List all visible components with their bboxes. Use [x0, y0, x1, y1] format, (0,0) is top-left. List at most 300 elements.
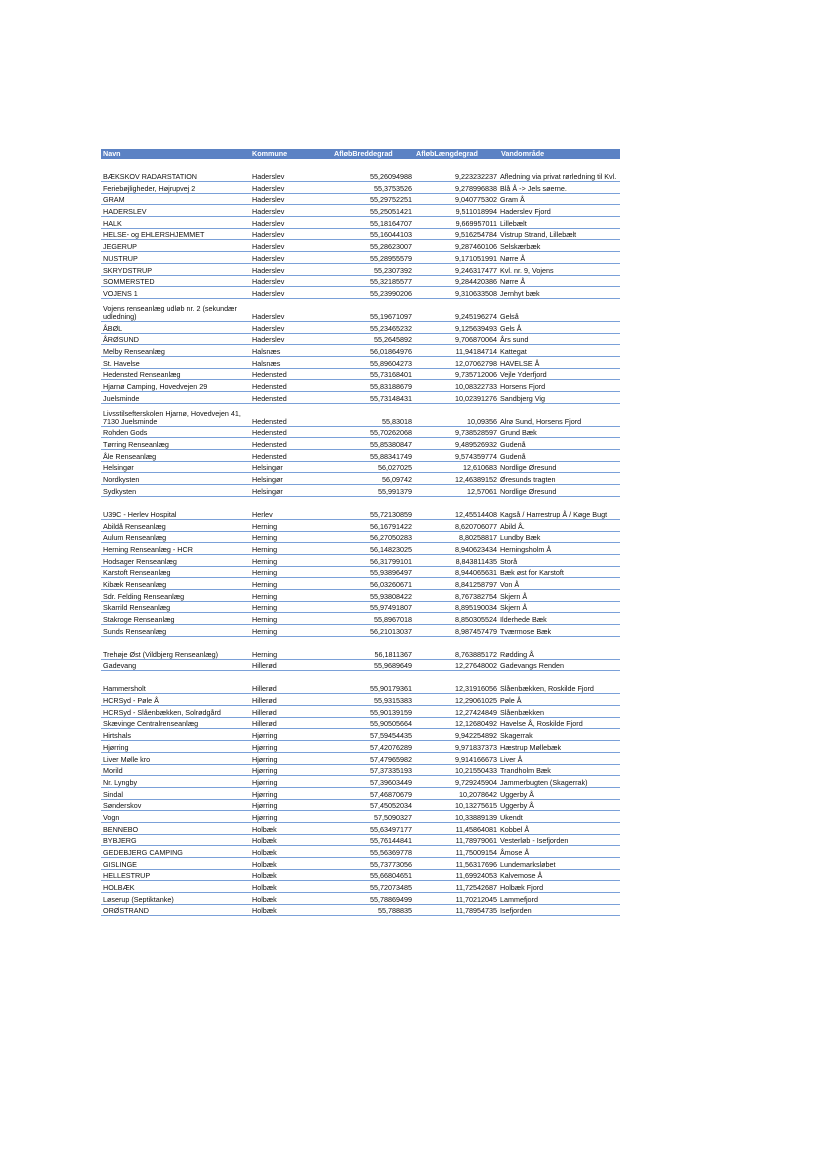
- table-row: [101, 601, 620, 613]
- cell-navn: SOMMERSTED: [101, 275, 250, 287]
- cell-laengdegrad: 8,620706077: [414, 519, 499, 531]
- cell-kommune: Haderslev: [250, 321, 332, 333]
- cell-breddegrad: 55,83018: [332, 403, 414, 426]
- cell-navn: Vogn: [101, 811, 250, 823]
- cell-kommune: Haderslev: [250, 182, 332, 194]
- cell-kommune: Hillerød: [250, 717, 332, 729]
- cell-vandomraade: Gram Å: [499, 193, 620, 205]
- cell-breddegrad: 55,8967018: [332, 613, 414, 625]
- cell-breddegrad: 56,01864976: [332, 345, 414, 357]
- cell-vandomraade: Slåenbækken: [499, 706, 620, 718]
- cell-kommune: Hillerød: [250, 694, 332, 706]
- cell-laengdegrad: 9,125639493: [414, 321, 499, 333]
- cell-breddegrad: 56,09742: [332, 473, 414, 485]
- cell-navn: Sunds Renseanlæg: [101, 625, 250, 637]
- cell-navn: Sdr. Felding Renseanlæg: [101, 589, 250, 601]
- table-row: [101, 392, 620, 404]
- cell-laengdegrad: 9,738528597: [414, 426, 499, 438]
- cell-breddegrad: 55,93808422: [332, 589, 414, 601]
- cell-breddegrad: 55,90139159: [332, 706, 414, 718]
- cell-laengdegrad: 12,27424849: [414, 706, 499, 718]
- table-row: [101, 764, 620, 776]
- cell-laengdegrad: 11,72542687: [414, 881, 499, 893]
- cell-navn: GEDEBJERG CAMPING: [101, 846, 250, 858]
- cell-vandomraade: Slåenbækken, Roskilde Fjord: [499, 671, 620, 694]
- cell-breddegrad: 55,3753526: [332, 182, 414, 194]
- cell-kommune: Haderslev: [250, 193, 332, 205]
- cell-laengdegrad: 11,69924053: [414, 869, 499, 881]
- cell-vandomraade: Kobbel Å: [499, 822, 620, 834]
- cell-vandomraade: Havelse Å, Roskilde Fjord: [499, 717, 620, 729]
- table-row: [101, 543, 620, 555]
- cell-breddegrad: 55,29752251: [332, 193, 414, 205]
- table-row: [101, 496, 620, 519]
- cell-vandomraade: Jernhyt bæk: [499, 287, 620, 299]
- cell-laengdegrad: 12,07062798: [414, 356, 499, 368]
- cell-breddegrad: 55,97491807: [332, 601, 414, 613]
- cell-navn: HADERSLEV: [101, 205, 250, 217]
- cell-navn: SKRYDSTRUP: [101, 263, 250, 275]
- cell-kommune: Haderslev: [250, 159, 332, 182]
- cell-kommune: Herning: [250, 543, 332, 555]
- table-header-row: [101, 149, 620, 159]
- cell-kommune: Holbæk: [250, 904, 332, 916]
- table-row: [101, 450, 620, 462]
- table-row: [101, 205, 620, 217]
- cell-vandomraade: Isefjorden: [499, 904, 620, 916]
- cell-laengdegrad: 11,70212045: [414, 893, 499, 905]
- cell-vandomraade: Åmose Å: [499, 846, 620, 858]
- cell-breddegrad: 55,9689649: [332, 659, 414, 671]
- cell-breddegrad: 57,5090327: [332, 811, 414, 823]
- cell-laengdegrad: 9,669957011: [414, 217, 499, 229]
- cell-navn: VOJENS 1: [101, 287, 250, 299]
- cell-laengdegrad: 10,09356: [414, 403, 499, 426]
- cell-kommune: Hillerød: [250, 659, 332, 671]
- cell-vandomraade: Nordlige Øresund: [499, 485, 620, 497]
- cell-kommune: Hillerød: [250, 671, 332, 694]
- cell-vandomraade: Lillebælt: [499, 217, 620, 229]
- cell-breddegrad: 55,2645892: [332, 333, 414, 345]
- table-row: [101, 345, 620, 357]
- cell-laengdegrad: 12,29061025: [414, 694, 499, 706]
- cell-kommune: Herning: [250, 519, 332, 531]
- table-row: [101, 426, 620, 438]
- table-row: [101, 240, 620, 252]
- cell-laengdegrad: 10,02391276: [414, 392, 499, 404]
- cell-vandomraade: Pøle Å: [499, 694, 620, 706]
- cell-laengdegrad: 9,729245904: [414, 776, 499, 788]
- cell-laengdegrad: 9,171051991: [414, 252, 499, 264]
- table-row: [101, 846, 620, 858]
- cell-kommune: Hjørring: [250, 729, 332, 741]
- cell-breddegrad: 55,72130859: [332, 496, 414, 519]
- cell-navn: Åle Renseanlæg: [101, 450, 250, 462]
- cell-breddegrad: 57,47965982: [332, 752, 414, 764]
- cell-kommune: Holbæk: [250, 834, 332, 846]
- table-row: [101, 858, 620, 870]
- cell-laengdegrad: 10,13275615: [414, 799, 499, 811]
- cell-breddegrad: 56,27050283: [332, 531, 414, 543]
- cell-vandomraade: Uggerby Å: [499, 799, 620, 811]
- table-row: [101, 822, 620, 834]
- cell-kommune: Herning: [250, 531, 332, 543]
- cell-navn: Hjørring: [101, 741, 250, 753]
- cell-laengdegrad: 9,574359774: [414, 450, 499, 462]
- cell-kommune: Herning: [250, 554, 332, 566]
- cell-kommune: Holbæk: [250, 858, 332, 870]
- cell-laengdegrad: 8,841258797: [414, 578, 499, 590]
- cell-vandomraade: Tværmose Bæk: [499, 625, 620, 637]
- cell-vandomraade: Kvl. nr. 9, Vojens: [499, 263, 620, 275]
- cell-kommune: Haderslev: [250, 287, 332, 299]
- cell-vandomraade: Gudenå: [499, 438, 620, 450]
- cell-laengdegrad: 11,56317696: [414, 858, 499, 870]
- table-row: [101, 252, 620, 264]
- cell-laengdegrad: 12,31916056: [414, 671, 499, 694]
- table-row: [101, 636, 620, 659]
- cell-navn: Aulum Renseanlæg: [101, 531, 250, 543]
- cell-breddegrad: 55,73168401: [332, 368, 414, 380]
- cell-vandomraade: Blå Å -> Jels søerne.: [499, 182, 620, 194]
- cell-vandomraade: Lammefjord: [499, 893, 620, 905]
- cell-laengdegrad: 8,944065631: [414, 566, 499, 578]
- cell-laengdegrad: 9,284420386: [414, 275, 499, 287]
- cell-kommune: Holbæk: [250, 869, 332, 881]
- cell-breddegrad: 57,42076289: [332, 741, 414, 753]
- cell-breddegrad: 55,991379: [332, 485, 414, 497]
- cell-breddegrad: 56,31799101: [332, 554, 414, 566]
- cell-vandomraade: Nørre Å: [499, 275, 620, 287]
- table-row: [101, 275, 620, 287]
- cell-laengdegrad: 8,763885172: [414, 636, 499, 659]
- cell-navn: Helsingør: [101, 461, 250, 473]
- table-row: [101, 368, 620, 380]
- cell-navn: Nr. Lyngby: [101, 776, 250, 788]
- table-row: [101, 554, 620, 566]
- cell-navn: HOLBÆK: [101, 881, 250, 893]
- cell-vandomraade: Holbæk Fjord: [499, 881, 620, 893]
- table-row: [101, 461, 620, 473]
- cell-breddegrad: 55,85380847: [332, 438, 414, 450]
- cell-laengdegrad: 9,942254892: [414, 729, 499, 741]
- cell-laengdegrad: 9,735712006: [414, 368, 499, 380]
- cell-breddegrad: 55,89604273: [332, 356, 414, 368]
- cell-kommune: Holbæk: [250, 846, 332, 858]
- cell-laengdegrad: 8,987457479: [414, 625, 499, 637]
- cell-navn: Gadevang: [101, 659, 250, 671]
- cell-navn: Hedensted Renseanlæg: [101, 368, 250, 380]
- cell-laengdegrad: 9,489526932: [414, 438, 499, 450]
- cell-vandomraade: Liver Å: [499, 752, 620, 764]
- cell-kommune: Herning: [250, 589, 332, 601]
- cell-laengdegrad: 8,895190034: [414, 601, 499, 613]
- cell-vandomraade: Ilderhede Bæk: [499, 613, 620, 625]
- cell-kommune: Haderslev: [250, 228, 332, 240]
- cell-breddegrad: 55,16044103: [332, 228, 414, 240]
- cell-kommune: Haderslev: [250, 240, 332, 252]
- cell-navn: Abildå Renseanlæg: [101, 519, 250, 531]
- cell-kommune: Herning: [250, 566, 332, 578]
- table-row: [101, 578, 620, 590]
- cell-navn: Juelsminde: [101, 392, 250, 404]
- cell-breddegrad: 55,73148431: [332, 392, 414, 404]
- cell-breddegrad: 55,2307392: [332, 263, 414, 275]
- cell-breddegrad: 55,23465232: [332, 321, 414, 333]
- cell-navn: Karstoft Renseanlæg: [101, 566, 250, 578]
- cell-vandomraade: Von Å: [499, 578, 620, 590]
- cell-breddegrad: 56,1811367: [332, 636, 414, 659]
- cell-kommune: Hedensted: [250, 368, 332, 380]
- cell-vandomraade: Vejle Yderfjord: [499, 368, 620, 380]
- cell-laengdegrad: 11,78954735: [414, 904, 499, 916]
- table-row: [101, 519, 620, 531]
- cell-navn: HELSE- og EHLERSHJEMMET: [101, 228, 250, 240]
- cell-vandomraade: Herningsholm Å: [499, 543, 620, 555]
- cell-vandomraade: Hæstrup Møllebæk: [499, 741, 620, 753]
- cell-laengdegrad: 10,08322733: [414, 380, 499, 392]
- cell-vandomraade: Alrø Sund, Horsens Fjord: [499, 403, 620, 426]
- cell-vandomraade: Gels Å: [499, 321, 620, 333]
- cell-breddegrad: 55,26094988: [332, 159, 414, 182]
- table-row: [101, 811, 620, 823]
- table-row: [101, 263, 620, 275]
- cell-kommune: Herning: [250, 636, 332, 659]
- cell-breddegrad: 55,56369778: [332, 846, 414, 858]
- cell-laengdegrad: 9,516254784: [414, 228, 499, 240]
- cell-laengdegrad: 12,45514408: [414, 496, 499, 519]
- cell-navn: Morild: [101, 764, 250, 776]
- cell-breddegrad: 55,32185577: [332, 275, 414, 287]
- cell-breddegrad: 55,93896497: [332, 566, 414, 578]
- cell-breddegrad: 55,63497177: [332, 822, 414, 834]
- cell-vandomraade: HAVELSE Å: [499, 356, 620, 368]
- table-row: [101, 356, 620, 368]
- cell-kommune: Haderslev: [250, 205, 332, 217]
- cell-laengdegrad: 12,27648002: [414, 659, 499, 671]
- header-breddegrad: AfløbBreddegrad: [332, 149, 414, 159]
- cell-kommune: Hjørring: [250, 741, 332, 753]
- cell-navn: BYBJERG: [101, 834, 250, 846]
- cell-kommune: Herning: [250, 601, 332, 613]
- cell-vandomraade: Skagerrak: [499, 729, 620, 741]
- cell-breddegrad: 55,23990206: [332, 287, 414, 299]
- cell-laengdegrad: 9,278996838: [414, 182, 499, 194]
- table-row: [101, 869, 620, 881]
- cell-navn: Hammersholt: [101, 671, 250, 694]
- table-row: [101, 228, 620, 240]
- cell-breddegrad: 55,90505664: [332, 717, 414, 729]
- cell-breddegrad: 56,03260671: [332, 578, 414, 590]
- cell-vandomraade: Nørre Å: [499, 252, 620, 264]
- cell-kommune: Hjørring: [250, 787, 332, 799]
- header-laengdegrad: AfløbLængdegrad: [414, 149, 499, 159]
- outfall-table: [101, 149, 620, 916]
- cell-vandomraade: Kagså / Harrestrup Å / Køge Bugt: [499, 496, 620, 519]
- cell-navn: Vojens renseanlæg udløb nr. 2 (sekundær udledning): [101, 298, 250, 321]
- table-row: [101, 893, 620, 905]
- cell-kommune: Haderslev: [250, 298, 332, 321]
- cell-vandomraade: Selskærbæk: [499, 240, 620, 252]
- cell-breddegrad: 55,28623007: [332, 240, 414, 252]
- cell-breddegrad: 55,9315383: [332, 694, 414, 706]
- cell-breddegrad: 57,45052034: [332, 799, 414, 811]
- cell-breddegrad: 55,73773056: [332, 858, 414, 870]
- cell-navn: St. Havelse: [101, 356, 250, 368]
- cell-navn: Melby Renseanlæg: [101, 345, 250, 357]
- cell-laengdegrad: 9,246317477: [414, 263, 499, 275]
- cell-laengdegrad: 9,914166673: [414, 752, 499, 764]
- cell-vandomraade: Vesterløb - Isefjorden: [499, 834, 620, 846]
- cell-laengdegrad: 11,78979061: [414, 834, 499, 846]
- cell-vandomraade: Øresunds tragten: [499, 473, 620, 485]
- cell-laengdegrad: 9,511018994: [414, 205, 499, 217]
- cell-laengdegrad: 9,971837373: [414, 741, 499, 753]
- cell-navn: GISLINGE: [101, 858, 250, 870]
- table-row: [101, 904, 620, 916]
- cell-navn: ORØSTRAND: [101, 904, 250, 916]
- cell-vandomraade: Ukendt: [499, 811, 620, 823]
- cell-navn: Hodsager Renseanlæg: [101, 554, 250, 566]
- cell-laengdegrad: 9,040775302: [414, 193, 499, 205]
- cell-vandomraade: Skjern Å: [499, 589, 620, 601]
- cell-navn: JEGERUP: [101, 240, 250, 252]
- cell-kommune: Hjørring: [250, 764, 332, 776]
- cell-navn: Løserup (Septiktanke): [101, 893, 250, 905]
- cell-vandomraade: Kattegat: [499, 345, 620, 357]
- cell-laengdegrad: 9,287460106: [414, 240, 499, 252]
- table-row: [101, 706, 620, 718]
- cell-kommune: Helsingør: [250, 461, 332, 473]
- table-row: [101, 671, 620, 694]
- table-row: [101, 787, 620, 799]
- cell-vandomraade: Lundby Bæk: [499, 531, 620, 543]
- cell-breddegrad: 55,28955579: [332, 252, 414, 264]
- cell-laengdegrad: 12,12680492: [414, 717, 499, 729]
- table-row: [101, 403, 620, 426]
- cell-kommune: Haderslev: [250, 263, 332, 275]
- cell-vandomraade: Skjern Å: [499, 601, 620, 613]
- cell-kommune: Hedensted: [250, 450, 332, 462]
- cell-breddegrad: 56,16791422: [332, 519, 414, 531]
- cell-laengdegrad: 11,45864081: [414, 822, 499, 834]
- cell-navn: Sønderskov: [101, 799, 250, 811]
- cell-vandomraade: Afledning via privat rørledning til Kvl.: [499, 159, 620, 182]
- cell-breddegrad: 57,59454435: [332, 729, 414, 741]
- cell-kommune: Hjørring: [250, 776, 332, 788]
- cell-kommune: Haderslev: [250, 333, 332, 345]
- cell-navn: NUSTRUP: [101, 252, 250, 264]
- cell-breddegrad: 55,66804651: [332, 869, 414, 881]
- table-row: [101, 741, 620, 753]
- cell-breddegrad: 55,25051421: [332, 205, 414, 217]
- cell-breddegrad: 56,14823025: [332, 543, 414, 555]
- cell-navn: ÅBØL: [101, 321, 250, 333]
- cell-navn: ÅRØSUND: [101, 333, 250, 345]
- cell-laengdegrad: 9,310633508: [414, 287, 499, 299]
- cell-kommune: Helsingør: [250, 473, 332, 485]
- table-row: [101, 438, 620, 450]
- cell-laengdegrad: 12,46389152: [414, 473, 499, 485]
- cell-navn: GRAM: [101, 193, 250, 205]
- cell-vandomraade: Storå: [499, 554, 620, 566]
- table-row: [101, 193, 620, 205]
- cell-navn: U39C - Herlev Hospital: [101, 496, 250, 519]
- cell-breddegrad: 57,46870679: [332, 787, 414, 799]
- cell-laengdegrad: 10,2078642: [414, 787, 499, 799]
- cell-vandomraade: Sandbjerg Vig: [499, 392, 620, 404]
- table-row: [101, 613, 620, 625]
- cell-kommune: Hedensted: [250, 403, 332, 426]
- table-row: [101, 333, 620, 345]
- cell-kommune: Hillerød: [250, 706, 332, 718]
- cell-navn: Skarrild Renseanlæg: [101, 601, 250, 613]
- cell-kommune: Herlev: [250, 496, 332, 519]
- cell-breddegrad: 55,788835: [332, 904, 414, 916]
- cell-laengdegrad: 11,94184714: [414, 345, 499, 357]
- cell-laengdegrad: 8,850305524: [414, 613, 499, 625]
- cell-navn: BENNEBO: [101, 822, 250, 834]
- cell-vandomraade: Års sund: [499, 333, 620, 345]
- table-row: [101, 485, 620, 497]
- cell-vandomraade: Vistrup Strand, Lillebælt: [499, 228, 620, 240]
- table-row: [101, 159, 620, 182]
- cell-navn: BÆKSKOV RADARSTATION: [101, 159, 250, 182]
- cell-navn: Tørring Renseanlæg: [101, 438, 250, 450]
- cell-laengdegrad: 8,80258817: [414, 531, 499, 543]
- cell-navn: Sydkysten: [101, 485, 250, 497]
- cell-navn: Livsstilsefterskolen Hjarnø, Hovedvejen 41, 7130 Juelsminde: [101, 403, 250, 426]
- table-row: [101, 287, 620, 299]
- cell-laengdegrad: 9,245196274: [414, 298, 499, 321]
- table-row: [101, 834, 620, 846]
- table-row: [101, 729, 620, 741]
- cell-kommune: Hjørring: [250, 752, 332, 764]
- cell-laengdegrad: 11,75009154: [414, 846, 499, 858]
- cell-laengdegrad: 12,610683: [414, 461, 499, 473]
- cell-kommune: Hedensted: [250, 392, 332, 404]
- cell-kommune: Holbæk: [250, 822, 332, 834]
- cell-navn: Trehøje Øst (Vildbjerg Renseanlæg): [101, 636, 250, 659]
- cell-vandomraade: Haderslev Fjord: [499, 205, 620, 217]
- cell-breddegrad: 55,76144841: [332, 834, 414, 846]
- cell-breddegrad: 56,21013037: [332, 625, 414, 637]
- cell-kommune: Hedensted: [250, 380, 332, 392]
- cell-kommune: Herning: [250, 578, 332, 590]
- cell-laengdegrad: 10,21550433: [414, 764, 499, 776]
- table-row: [101, 566, 620, 578]
- cell-navn: Liver Mølle kro: [101, 752, 250, 764]
- table-row: [101, 531, 620, 543]
- cell-kommune: Herning: [250, 625, 332, 637]
- cell-kommune: Haderslev: [250, 275, 332, 287]
- cell-laengdegrad: 12,57061: [414, 485, 499, 497]
- cell-navn: Hjarnø Camping, Hovedvejen 29: [101, 380, 250, 392]
- cell-vandomraade: Grund Bæk: [499, 426, 620, 438]
- cell-navn: HALK: [101, 217, 250, 229]
- cell-laengdegrad: 9,706870064: [414, 333, 499, 345]
- cell-vandomraade: Gelså: [499, 298, 620, 321]
- table-row: [101, 182, 620, 194]
- cell-breddegrad: 55,72073485: [332, 881, 414, 893]
- cell-laengdegrad: 8,767382754: [414, 589, 499, 601]
- cell-navn: Feriebøjligheder, Højrupvej 2: [101, 182, 250, 194]
- cell-kommune: Halsnæs: [250, 345, 332, 357]
- cell-vandomraade: Rødding Å: [499, 636, 620, 659]
- cell-navn: Rohden Gods: [101, 426, 250, 438]
- cell-navn: Herning Renseanlæg - HCR: [101, 543, 250, 555]
- table-row: [101, 659, 620, 671]
